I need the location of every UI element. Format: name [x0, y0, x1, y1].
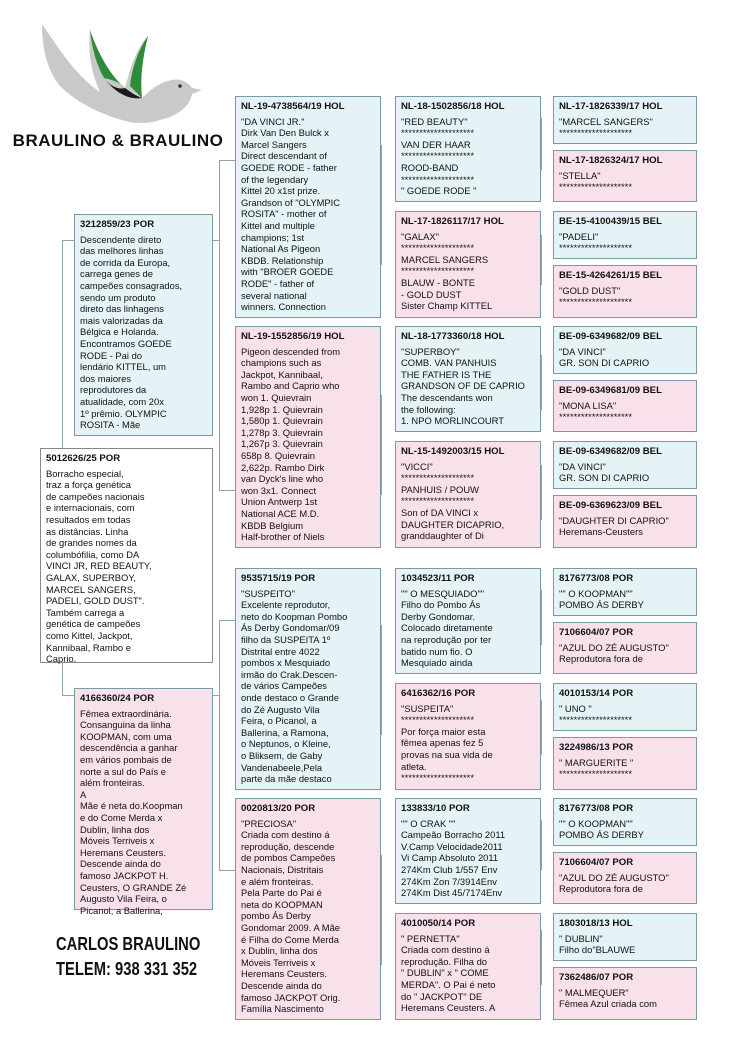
- description: Pigeon descended from champions such as Jackpot, Kannibaal, Rambo and Caprio who won 1. Quievrain 1,928p 1. Quievrain 1,580p 1. Quievrain 1,278p 3. Quievrain 1,267p 3. Quievrain 658p 8. Quievrain 2,622p. Rambo Dirk van Dyck's line who won 3x1. Connect Union Antwerp 1st National ACE M.D. KBDB Belgium Half-brother of Niels: [241, 345, 341, 543]
- ring-number: BE-09-6349682/09 BEL: [559, 446, 662, 457]
- pedigree-card-gen5: [553, 265, 697, 318]
- description: "PRECIOSA" Criada com destino á reprodução, descende de pombos Campeões Nacionais, Distritais e além fronteiras. Pela Parte do Pai é neta do KOOPMAN pombo Ás Derby Gondomar 2009. A Mãe é Filha do Come Merda x Dublin, linha dos Móveis Terriveis x Heremans Ceusters. Descende ainda do famoso JACKPOT Orig. Família Nascimento: [241, 817, 341, 1015]
- pedigree-card-gen5: [553, 326, 697, 374]
- ring-number: 133833/10 POR: [401, 803, 470, 814]
- pedigree-card-gen5: [553, 913, 697, 961]
- pedigree-card-dam: [74, 688, 213, 916]
- pedigree-card-sire-sire: [235, 96, 381, 318]
- description: "RED BEAUTY" ******************** VAN DER HAAR ******************** ROOD-BAND ******************** " GOEDE RODE ": [401, 115, 477, 197]
- description: "" O CRAK "" Campeão Borracho 2011 V.Camp Velocidade2011 Vi Camp Absoluto 2011 274Km Club 1/557 Env 274Km Zon 7/3914Env 274Km Dist 45/7174Env: [401, 817, 506, 899]
- connector-line: [541, 355, 542, 410]
- pedigree-card-gen4: [395, 568, 541, 674]
- pedigree-card-gen4: [395, 211, 541, 318]
- ring-number: NL-15-1492003/15 HOL: [401, 446, 505, 457]
- ring-number: 1803018/13 HOL: [559, 918, 633, 929]
- ring-number: 8176773/08 POR: [559, 573, 634, 584]
- connector-line: [219, 620, 235, 621]
- ring-number: BE-09-6349682/09 BEL: [559, 331, 662, 342]
- ring-number: NL-17-1826324/17 HOL: [559, 155, 663, 166]
- ring-number: 7106604/07 POR: [559, 857, 634, 868]
- description: Borracho especial, traz a força genética de campeões nacionais e internacionais, com resultados em todas as distâncias. Linha de grandes nomes da columbófilia, como DA VINCI JR, RED BEAUTY, GALAX, SUPERBOY, MARCEL SANGERS, PADELI, GOLD DUST". Também carrega a genética de campeões como Kittel, Jackpot, Kannibaal, Rambo e Caprio.: [46, 467, 152, 665]
- description: Descendente direto das melhores linhas de corrida da Europa, carrega genes de campeões consagrados, sendo um produto direto das linhagens mais valorizadas da Bélgica e Holanda. Encontramos GOEDE RODE - Pai do lendário KITTEL, um dos maiores reprodutores da atualidade, com 20x 1º prêmio. OLYMPIC ROSITA - Mãe: [80, 233, 183, 431]
- description: "AZUL DO ZÉ AUGUSTO" Reprodutora fora de: [559, 641, 669, 665]
- pedigree-card-gen5: [553, 441, 697, 489]
- pedigree-card-gen4: [395, 441, 541, 548]
- connector-line: [381, 855, 382, 965]
- ring-number: NL-18-1773360/18 HOL: [401, 331, 505, 342]
- description: "SUSPEITA" ******************** Por força maior esta fêmea apenas fez 5 provas na sua vida de atleta. ********************: [401, 702, 493, 784]
- ring-number: 4010153/14 POR: [559, 688, 634, 699]
- pedigree-card-gen5: [553, 967, 697, 1020]
- description: "SUSPEITO" Excelente reprodutor, neto do Koopman Pombo Ás Derby Gondomar/09 filho da SUSPEITA 1º Distrital entre 4022 pombos x Mesquiado irmão do Crak.Descen- de vários Campeões onde destaco o Grande do Zé Augusto Vila Feira, o Picanol, a Ballerina, a Ramona, o Neptunos, o Kleine, o Bliksem, de Gaby Vandenabeele,Pela parte da mãe destaco: [241, 587, 348, 785]
- connector-line: [541, 118, 542, 170]
- ring-number: NL-19-1552856/19 HOL: [241, 331, 345, 342]
- ring-number: 7362486/07 POR: [559, 972, 634, 983]
- description: "DA VINCI JR." Dirk Van Den Bulck x Marcel Sangers Direct descendant of GOEDE RODE - father of the legendary Kittel 20 x1st prize. Grandson of "OLYMPIC ROSITA" - mother of Kittel and multiple champions; 1st National As Pigeon KBDB. Relationship with "BROER GOEDE RODE" - father of several national winners. Connection: [241, 115, 341, 313]
- description: "MONA LISA" ********************: [559, 399, 632, 423]
- description: "GALAX" ******************** MARCEL SANGERS ******************** BLAUW - BONTE - GOLD DUST Sister Champ KITTEL: [401, 230, 493, 312]
- pedigree-card-gen5: [553, 852, 697, 904]
- pedigree-card-subject: [40, 448, 213, 663]
- description: "DAUGHTER DI CAPRIO" Heremans-Ceusters: [559, 514, 669, 538]
- pedigree-card-dam-dam: [235, 798, 381, 1020]
- description: "MARCEL SANGERS" ********************: [559, 115, 653, 139]
- ring-number: 7106604/07 POR: [559, 627, 634, 638]
- connector-line: [212, 695, 220, 696]
- description: "" O KOOPMAN"" POMBO ÁS DERBY: [559, 587, 644, 611]
- dove-icon: [30, 20, 210, 130]
- pedigree-card-gen5: [553, 683, 697, 731]
- connector-line: [541, 700, 542, 755]
- connector-line: [381, 625, 382, 735]
- pedigree-card-gen5: [553, 568, 697, 616]
- pedigree-card-dam-sire: [235, 568, 381, 790]
- pedigree-card-gen5: [553, 622, 697, 674]
- description: "GOLD DUST" ********************: [559, 284, 632, 308]
- pedigree-card-gen5: [553, 150, 697, 202]
- contact-phone: TELEM: 938 331 352: [56, 959, 198, 979]
- pedigree-card-gen5: [553, 96, 697, 144]
- ring-number: 0020813/20 POR: [241, 803, 316, 814]
- description: "" O KOOPMAN"" POMBO ÁS DERBY: [559, 817, 644, 841]
- connector-line: [62, 661, 63, 695]
- ring-number: 1034523/11 POR: [401, 573, 475, 584]
- description: "SUPERBOY" COMB. VAN PANHUIS THE FATHER IS THE GRANDSON OF DE CAPRIO The descendants won the following: 1. NPO MORLINCOURT: [401, 345, 525, 427]
- pedigree-card-gen4: [395, 798, 541, 904]
- connector-line: [219, 160, 220, 490]
- connector-line: [381, 145, 382, 265]
- logo: [30, 20, 210, 130]
- connector-line: [62, 240, 74, 241]
- description: "DA VINCI" GR. SON DI CAPRIO: [559, 460, 650, 484]
- description: "STELLA" ********************: [559, 169, 632, 193]
- ring-number: 3224986/13 POR: [559, 742, 634, 753]
- pedigree-card-sire-dam: [235, 326, 381, 548]
- description: "DA VINCI" GR. SON DI CAPRIO: [559, 345, 650, 369]
- pedigree-card-gen5: [553, 798, 697, 846]
- description: " DUBLIN" Filho do"BLAUWE: [559, 932, 636, 956]
- pedigree-card-gen5: [553, 211, 697, 259]
- connector-line: [212, 240, 220, 241]
- connector-line: [541, 235, 542, 285]
- pedigree-card-gen4: [395, 913, 541, 1020]
- connector-line: [541, 820, 542, 870]
- ring-number: 3212859/23 POR: [80, 219, 155, 230]
- pedigree-card-sire: [74, 214, 213, 436]
- ring-number: NL-17-1826339/17 HOL: [559, 101, 663, 112]
- description: "PADELI" ********************: [559, 230, 632, 254]
- description: "" O MESQUIADO"" Filho do Pombo Ás Derby Gondomar. Colocado diretamente na reprodução por ter batido num fio. O Mesquiado ainda: [401, 587, 493, 669]
- connector-line: [219, 870, 235, 871]
- connector-line: [219, 160, 235, 161]
- ring-number: NL-18-1502856/18 HOL: [401, 101, 505, 112]
- description: " PERNETTA" Criada com destino á reprodução. Filha do " DUBLIN" x " COME MERDA". O Pai é neto do " JACKPOT" DE Heremans Ceusters. A: [401, 932, 496, 1014]
- description: " MARGUERITE " ********************: [559, 756, 634, 780]
- connector-line: [219, 620, 220, 870]
- connector-line: [541, 930, 542, 985]
- ring-number: BE-09-6349681/09 BEL: [559, 385, 662, 396]
- ring-number: NL-17-1826117/17 HOL: [401, 216, 504, 227]
- ring-number: BE-15-4100439/15 BEL: [559, 216, 662, 227]
- ring-number: 4010050/14 POR: [401, 918, 476, 929]
- description: "VICCI" ******************** PANHUIS / POUW ******************** Son of DA VINCI x DAUGHTER DICAPRIO, granddaughter of Di: [401, 460, 505, 542]
- connector-line: [219, 490, 235, 491]
- description: Fêmea extraordinária. Consanguina da linha KOOPMAN, com uma descendência a ganhar em vários pombais de norte a sul do País e além fronteiras. A Mãe é neta do.Koopman e do Come Merda x Dublin, linha dos Móveis Terriveis x Heremans Ceusters. Descende ainda do famoso JACKPOT H. Ceusters, O GRANDE Zé Augusto Vila Feira, o Picanol, a Ballerina,: [80, 707, 187, 916]
- description: " MALMEQUER" Fêmea Azul criada com: [559, 986, 657, 1010]
- pedigree-card-gen4: [395, 683, 541, 790]
- ring-number: BE-15-4264261/15 BEL: [559, 270, 662, 281]
- pedigree-card-gen4: [395, 326, 541, 432]
- connector-line: [381, 395, 382, 495]
- brand-name: BRAULINO & BRAULINO: [12, 131, 224, 150]
- ring-number: 5012626/25 POR: [46, 453, 121, 464]
- ring-number: 9535715/19 POR: [241, 573, 316, 584]
- ring-number: NL-19-4738564/19 HOL: [241, 101, 345, 112]
- ring-number: 8176773/08 POR: [559, 803, 634, 814]
- connector-line: [62, 695, 74, 696]
- pedigree-card-gen5: [553, 495, 697, 548]
- pedigree-card-gen5: [553, 380, 697, 432]
- pedigree-card-gen5: [553, 737, 697, 790]
- ring-number: 6416362/16 POR: [401, 688, 476, 699]
- ring-number: 4166360/24 POR: [80, 693, 155, 704]
- description: " UNO " ********************: [559, 702, 632, 726]
- contact-name: CARLOS BRAULINO: [56, 934, 201, 954]
- pedigree-card-gen4: [395, 96, 541, 202]
- connector-line: [541, 590, 542, 645]
- description: "AZUL DO ZÉ AUGUSTO" Reprodutora fora de: [559, 871, 669, 895]
- connector-line: [62, 240, 63, 450]
- connector-line: [541, 465, 542, 520]
- ring-number: BE-09-6369623/09 BEL: [559, 500, 662, 511]
